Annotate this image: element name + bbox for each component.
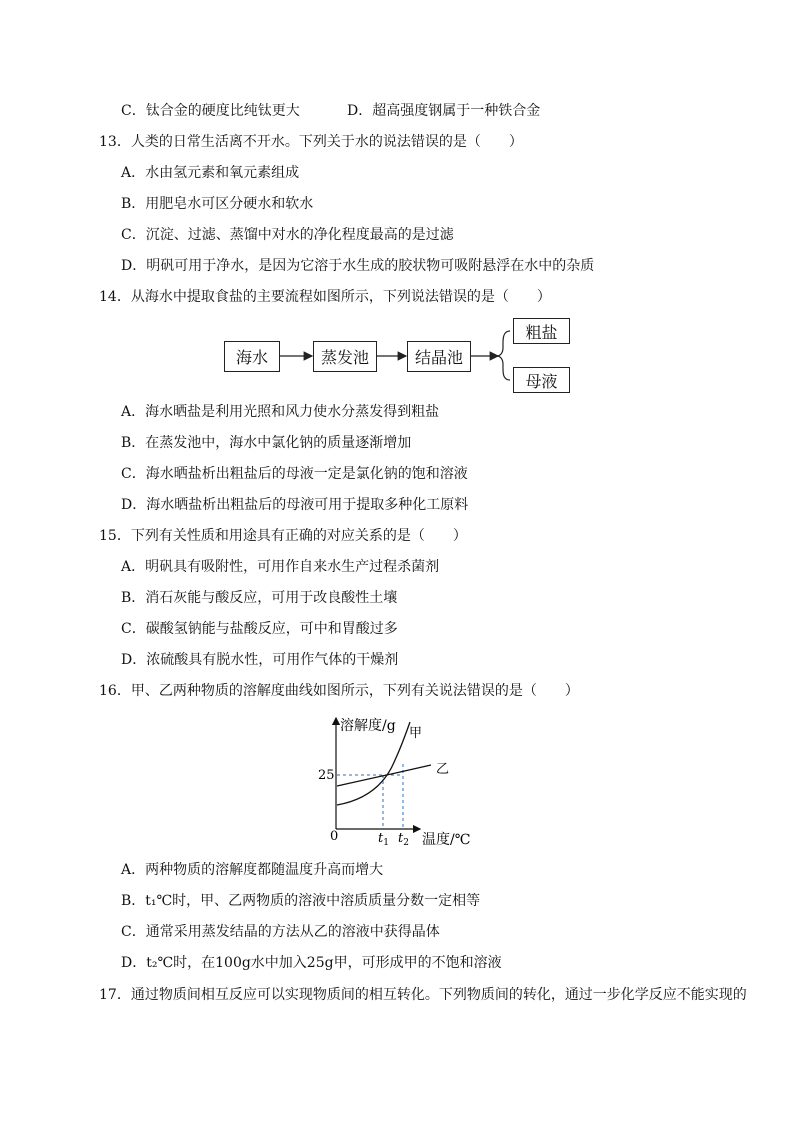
q16-option-a: A．两种物质的溶解度都随温度升高而增大 xyxy=(121,862,384,878)
curve-jia xyxy=(337,722,410,805)
x-axis-label: 温度/℃ xyxy=(422,832,471,848)
flow-box-seawater: 海水 xyxy=(224,341,280,372)
x-tick-t2: $t_2$ xyxy=(398,831,409,848)
label-yi: 乙 xyxy=(436,762,450,777)
q13-option-c: C．沉淀、过滤、蒸馏中对水的净化程度最高的是过滤 xyxy=(121,227,454,243)
q13-option-d: D．明矾可用于净水，是因为它溶于水生成的胶状物可吸附悬浮在水中的杂质 xyxy=(121,258,595,274)
q15-option-d: D．浓硫酸具有脱水性，可用作气体的干燥剂 xyxy=(121,652,399,668)
q14-option-c: C．海水晒盐析出粗盐后的母液一定是氯化钠的饱和溶液 xyxy=(121,466,468,482)
flow-box-crude-salt: 粗盐 xyxy=(513,318,570,344)
label-jia: 甲 xyxy=(409,726,423,741)
flow-box-crystallization-pond: 结晶池 xyxy=(407,341,471,372)
q16-option-d: D．t₂℃时，在100g水中加入25g甲，可形成甲的不饱和溶液 xyxy=(121,955,502,971)
q13-option-a: A．水由氢元素和氧元素组成 xyxy=(121,165,300,181)
q16-option-c: C．通常采用蒸发结晶的方法从乙的溶液中获得晶体 xyxy=(121,924,440,940)
q13-option-b: B．用肥皂水可区分硬水和软水 xyxy=(121,196,314,212)
y-tick-25: 25 xyxy=(318,768,335,783)
q14-option-a: A．海水晒盐是利用光照和风力使水分蒸发得到粗盐 xyxy=(121,404,440,420)
q13-stem: 13．人类的日常生活离不开水。下列关于水的说法错误的是（ ） xyxy=(99,134,523,150)
flow-box-mother-liquor: 母液 xyxy=(513,367,570,393)
q12-option-d: D．超高强度钢属于一种铁合金 xyxy=(347,103,541,119)
q14-option-d: D．海水晒盐析出粗盐后的母液可用于提取多种化工原料 xyxy=(121,497,469,513)
q15-stem: 15．下列有关性质和用途具有正确的对应关系的是（ ） xyxy=(99,528,467,544)
q16-option-b: B．t₁℃时，甲、乙两物质的溶液中溶质质量分数一定相等 xyxy=(121,893,481,909)
q17-stem: 17．通过物质间相互反应可以实现物质间的相互转化。下列物质间的转化，通过一步化学反应不能实现的 xyxy=(99,987,747,1003)
q15-option-b: B．消石灰能与酸反应，可用于改良酸性土壤 xyxy=(121,590,398,606)
q15-option-c: C．碳酸氢钠能与盐酸反应，可中和胃酸过多 xyxy=(121,621,398,637)
q14-option-b: B．在蒸发池中，海水中氯化钠的质量逐渐增加 xyxy=(121,435,412,451)
y-axis-label: 溶解度/g xyxy=(340,718,396,734)
q16-stem: 16．甲、乙两种物质的溶解度曲线如图所示，下列有关说法错误的是（ ） xyxy=(99,683,579,699)
origin-label: 0 xyxy=(330,829,339,844)
q15-option-a: A．明矾具有吸附性，可用作自来水生产过程杀菌剂 xyxy=(121,559,440,575)
q14-stem: 14．从海水中提取食盐的主要流程如图所示，下列说法错误的是（ ） xyxy=(99,289,551,305)
q12-option-c: C．钛合金的硬度比纯钛更大 xyxy=(121,103,300,119)
flow-box-evaporation-pond: 蒸发池 xyxy=(313,341,377,372)
x-tick-t1: $t_1$ xyxy=(378,831,389,848)
